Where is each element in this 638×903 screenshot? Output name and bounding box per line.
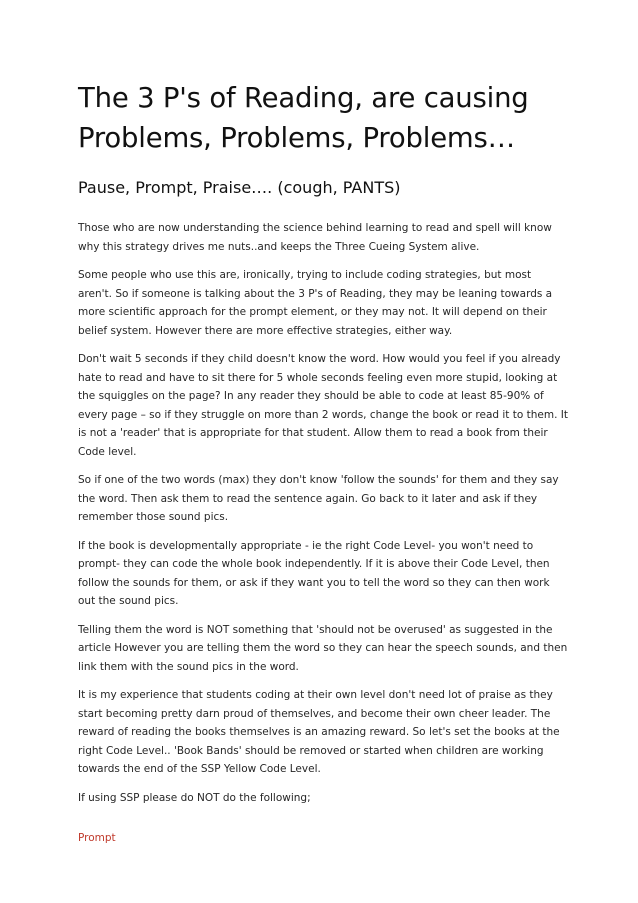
page-title: The 3 P's of Reading, are causing Problems, Problems, Problems… <box>78 82 529 154</box>
page-subtitle: Pause, Prompt, Praise…. (cough, PANTS) <box>78 178 401 197</box>
article-body <box>78 219 568 848</box>
paragraph-intro: Those who are now understanding the science behind learning to read and spell will know why this strategy drives me nuts..and keeps the Three Cueing System alive. <box>78 222 552 253</box>
paragraph-coding-strategies: Some people who use this are, ironically, trying to include coding strategies, but most aren't. So if someone is talking about the 3 P's of Reading, they may be leaning towards a more scientific approach for the prompt element, or they may not. It will depend on their belief system. However there are more effective strategies, either way. <box>78 269 553 337</box>
paragraph-ssp-instruction: If using SSP please do NOT do the following; <box>78 791 311 804</box>
paragraph-pause: Don't wait 5 seconds if they child doesn't know the word. How would you feel if you already hate to read and have to sit there for 5 whole seconds feeling even more stupid, looking at the squiggles on the page? In any reader they should be able to code at least 85-90% of every page – so if they struggle on more than 2 words, change the book or read it to them. It is not a 'reader' that is appropriate for that student. Allow them to read a book from their Code level. <box>78 353 568 458</box>
section-heading-prompt: Prompt <box>78 832 116 844</box>
paragraph-code-level: If the book is developmentally appropriate - ie the right Code Level- you won't need to prompt- they can code the whole book independently. If it is above their Code Level, then follow the sounds for them, or ask if they want you to tell the word so they can then work out the sound pics. <box>78 539 550 607</box>
paragraph-telling-word: Telling them the word is NOT something that 'should not be overused' as suggested in the article However you are telling them the word so they can hear the speech sounds, and then link them with the sound pics in the word. <box>78 623 568 673</box>
paragraph-praise: It is my experience that students coding at their own level don't need lot of praise as they start becoming pretty darn proud of themselves, and become their own cheer leader. The reward of reading the books themselves is an amazing reward. So let's set the books at the right Code Level.. 'Book Bands' should be removed or started when children are working towards the end of the SSP Yellow Code Level. <box>78 689 560 775</box>
paragraph-follow-sounds: So if one of the two words (max) they don't know 'follow the sounds' for them and they say the word. Then ask them to read the sentence again. Go back to it later and ask if they remember those sound pics. <box>78 474 559 523</box>
